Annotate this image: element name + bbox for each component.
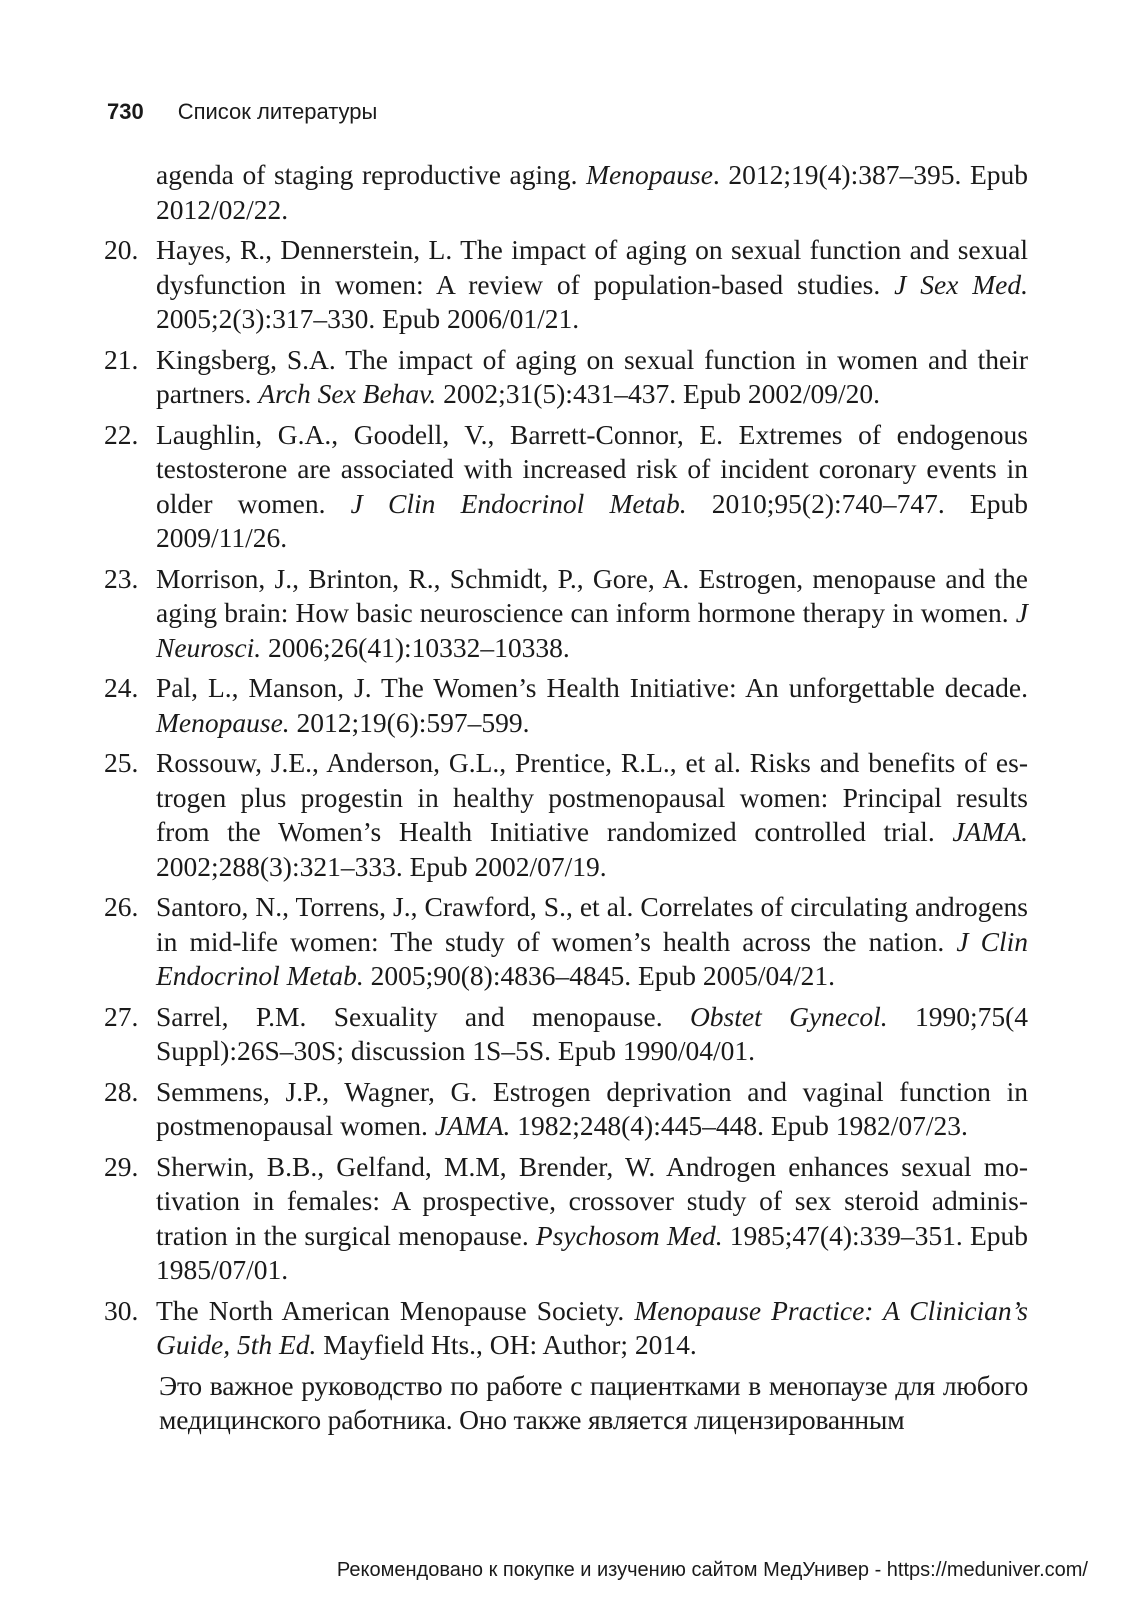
reference-details: 1990;75(4 Suppl):26S–30S; discussion 1S–5S. Epub 1990/04/01. (156, 1000, 1028, 1066)
reference-text: Laughlin, G.A., Goodell, V., Barrett-Connor, E. Extremes of endogenous testosterone are associated with increased risk of incident coronary events in older women. (156, 418, 1028, 519)
watermark-footer (0, 1558, 1132, 1582)
reference-number: 29. (104, 1150, 139, 1182)
reference-details: 2002;288(3):321–333. Epub 2002/07/19. (156, 850, 607, 882)
reference-annotation: Это важное руководство по работе с пациентками в менопаузе для любого медицинского работника. Оно также является лицензированным (159, 1369, 1028, 1435)
reference-number: 24. (104, 672, 139, 703)
reference-details: . 2012;19(4):387–395. Epub 2012/02/22. (156, 159, 1028, 225)
reference-text: Sarrel, P.M. Sexuality and menopause. (156, 1000, 690, 1032)
journal-title: JAMA. (434, 1110, 511, 1141)
journal-title: J Clin Endocrinol Metab. (156, 925, 1028, 991)
reference-entry (104, 890, 1028, 994)
reference-entry (104, 343, 1028, 412)
reference-text: agenda of staging reproductive aging. (156, 159, 587, 190)
reference-entry (104, 1150, 1028, 1288)
journal-title: Psychosom Med. (535, 1219, 723, 1251)
reference-details: 2005;90(8):4836–4845. Epub 2005/04/21. (363, 960, 836, 991)
journal-title: J Neurosci. (156, 597, 1028, 663)
reference-entry (104, 1000, 1028, 1069)
reference-entry (104, 671, 1028, 740)
reference-number: 25. (104, 747, 139, 778)
reference-list (104, 158, 1028, 1438)
journal-title: Menopause Practice: A Clinician’s Guide, 5th Ed. (156, 1294, 1028, 1360)
reference-number: 27. (104, 1000, 139, 1032)
reference-number: 26. (104, 891, 139, 922)
journal-title: Arch Sex Behav. (258, 378, 437, 409)
reference-number: 20. (104, 234, 139, 265)
reference-text: Morrison, J., Brinton, R., Schmidt, P., Gore, A. Estrogen, menopause and the aging brain: How basic neuroscience can inform hormone therapy in women. (156, 562, 1028, 628)
reference-details: 2006;26(41):10332–10338. (261, 631, 570, 663)
reference-entry (104, 562, 1028, 666)
reference-details: 1982;248(4):445–448. Epub 1982/07/23. (510, 1110, 968, 1141)
journal-title: Menopause. (156, 706, 290, 738)
reference-details: 2012;19(6):597–599. (289, 706, 530, 738)
reference-text: Hayes, R., Dennerstein, L. The impact of aging on sexual function and sexual dysfunction in women: A review of population-based studies. (156, 234, 1028, 300)
reference-number: 30. (104, 1294, 139, 1326)
reference-entry (104, 233, 1028, 337)
reference-entry (104, 418, 1028, 556)
reference-number: 22. (104, 418, 139, 450)
reference-details: 2005;2(3):317–330. Epub 2006/01/21. (156, 303, 580, 334)
reference-entry (104, 1294, 1028, 1363)
journal-title: J Clin Endocrinol Metab. (350, 487, 687, 519)
journal-title: Obstet Gynecol. (689, 1000, 888, 1032)
reference-text: Rossouw, J.E., Anderson, G.L., Prentice, R.L., et al. Risks and benefits of estrogen plus progestin in healthy postmenopausal women: Principal results from the Women’s Health Initiative randomized controlled trial. (156, 747, 1028, 847)
reference-number: 28. (104, 1075, 139, 1107)
reference-number: 23. (104, 562, 139, 594)
reference-continuation (104, 158, 1028, 227)
reference-entry (104, 746, 1028, 884)
reference-text: The North American Menopause Society. (156, 1294, 635, 1326)
reference-text: Semmens, J.P., Wagner, G. Estrogen deprivation and vaginal function in postmenopausal women. (156, 1075, 1028, 1141)
reference-details: Mayfield Hts., OH: Author; 2014. (316, 1329, 697, 1360)
reference-details: 1985;47(4):339–351. Epub 1985/07/01. (156, 1219, 1028, 1285)
footer-text: Рекомендовано к покупке и изучению сайтом МедУнивер - https://meduniver.com/ (336, 1559, 1088, 1581)
reference-text: Santoro, N., Torrens, J., Crawford, S., et al. Correlates of circulating androgens in mid-life women: The study of women’s health across the nation. (156, 891, 1028, 957)
journal-title: J Sex Med. (894, 268, 1028, 300)
section-title: Список литературы (177, 99, 378, 124)
reference-details: 2002;31(5):431–437. Epub 2002/09/20. (436, 378, 881, 409)
journal-title: JAMA. (952, 816, 1028, 847)
reference-text: Pal, L., Manson, J. The Women’s Health Initiative: An unforgettable decade. (156, 672, 1028, 703)
reference-entry (104, 1075, 1028, 1144)
reference-details: 2010;95(2):740–747. Epub 2009/11/26. (156, 487, 1028, 553)
page-number: 730 (107, 99, 144, 124)
journal-title: Menopause (586, 159, 713, 190)
reference-text: Kingsberg, S.A. The impact of aging on sexual function in women and their partners. (156, 343, 1028, 409)
reference-text: Sherwin, B.B., Gelfand, M.M, Brender, W. Androgen enhances sexual motivation in females: A prospective, crossover study of sex steroid administration in the surgical menopause. (156, 1150, 1028, 1251)
running-header (107, 98, 377, 126)
reference-number: 21. (104, 343, 139, 375)
